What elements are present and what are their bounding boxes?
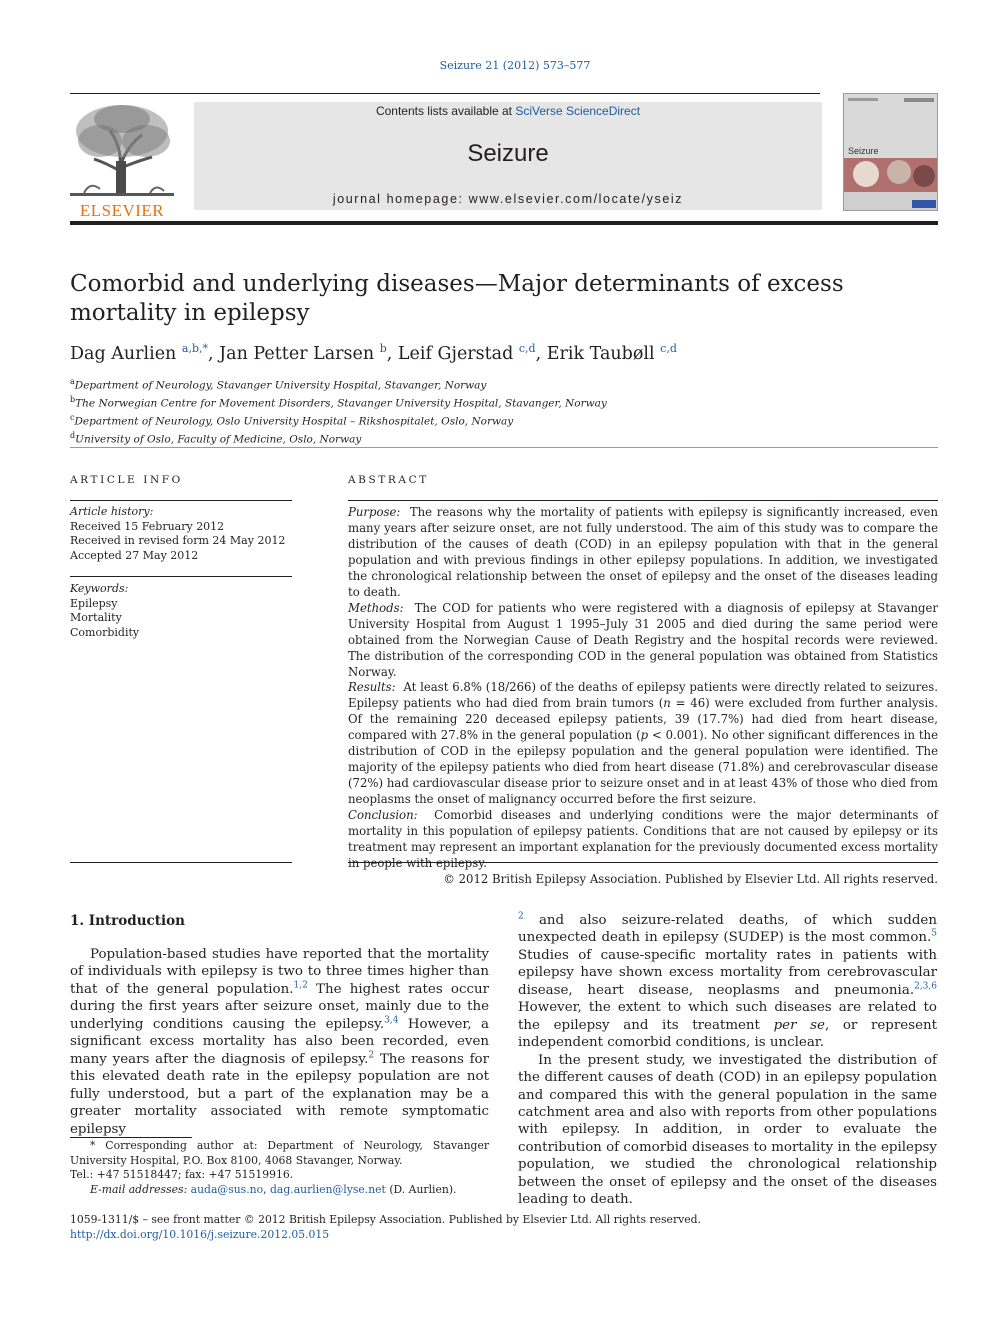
author-list: Dag Aurlien $^{a,b,*}$, Jan Petter Larsen $^b$, Leif Gjerstad $^{c,d}$, Erik Taubøll $^{c,d}$ — [70, 342, 677, 364]
keywords-block — [70, 582, 292, 640]
author-affiliation-sup[interactable]: c,d — [518, 342, 536, 355]
article-info-rule — [70, 500, 292, 501]
author-name: Leif Gjerstad — [397, 343, 514, 364]
intro-paragraph-1-continued: $^2$ and also seizure-related deaths, of which sudden unexpected death in epilepsy (SUDEP) is the most common.$^5$ Studies of cause-specific mortality rates in patients with epilepsy have shown excess mortality from cerebrovascular disease, heart disease, neoplasms and pneumonia.$^{2,3,6}$ However, the extent to which such diseases are related to the epilepsy and its treatment per se, or represent independent comorbid conditions, is unclear. — [518, 911, 937, 1051]
reference-link[interactable]: 3,4 — [384, 1015, 399, 1026]
abstract-conclusion: Conclusion: Comorbid diseases and underlying conditions were the major determinants of mortality in this population of epilepsy patients. Conditions that are not caused by epilepsy or its treatment may represent an important explanation for the previously documented excess mortality — [348, 808, 938, 855]
reference-link[interactable]: 2 — [368, 1050, 375, 1061]
contents-available — [194, 104, 822, 118]
affiliation-item: $^a$Department of Neurology, Stavanger University Hospital, Stavanger, Norway — [70, 377, 487, 392]
author-name: Jan Petter Larsen — [219, 343, 375, 364]
elsevier-wordmark: ELSEVIER — [79, 201, 165, 220]
doi-link[interactable]: http://dx.doi.org/10.1016/j.seizure.2012.05.015 — [70, 1228, 330, 1241]
footnote-rule — [70, 1137, 192, 1138]
journal-masthead — [194, 102, 822, 210]
keywords-label: Keywords: — [70, 582, 129, 595]
author-name: Erik Taubøll — [546, 343, 655, 364]
revised-date: Received in revised form 24 May 2012 — [70, 534, 286, 547]
body-column-right — [518, 912, 937, 1209]
history-label: Article history: — [70, 505, 154, 518]
abstract-body — [348, 505, 938, 888]
affiliation-item: $^c$Department of Neurology, Oslo University Hospital – Rikshospitalet, Oslo, Norway — [70, 412, 514, 428]
keyword-item: Comorbidity — [70, 625, 140, 639]
header-bottom-rule — [70, 221, 938, 225]
abstract-copyright: © 2012 British Epilepsy Association. Published by Elsevier Ltd. All rights reserved. — [443, 871, 938, 886]
email-link[interactable]: dag.aurlien@lyse.net — [270, 1182, 386, 1196]
author-affiliation-sup[interactable]: c,d — [660, 342, 677, 355]
keyword-item: Mortality — [70, 611, 122, 624]
elsevier-tree-icon — [70, 101, 174, 199]
received-date: Received 15 February 2012 — [70, 519, 225, 533]
corresponding-author-footnote — [70, 1139, 489, 1197]
issn-line: 1059-1311/$ – see front matter © 2012 British Epilepsy Association. Published by Elsevier Ltd. All rights reserved. — [70, 1213, 701, 1226]
affiliation-item: $^b$The Norwegian Centre for Movement Disorders, Stavanger University Hospital, Stavanger, Norway — [70, 394, 607, 410]
reference-link[interactable]: 5 — [931, 928, 937, 939]
page-footer — [70, 1212, 870, 1242]
footnote-phone: Tel.: +47 51518447; fax: +47 51519916. — [70, 1168, 294, 1181]
journal-homepage[interactable]: journal homepage: www.elsevier.com/locate/yseiz — [332, 192, 684, 206]
article-info-bottom-rule — [70, 862, 292, 863]
article-info-heading: ARTICLE INFO — [70, 474, 183, 486]
abstract-bottom-rule — [348, 862, 938, 863]
intro-paragraph-2: In the present study, we investigated the distribution of the different causes of death (COD) in an epilepsy population and compared this with the general population in the same catchment area and also with reports from other populations with epilepsy. In addition, in order to evaluate the contribution of comorbid diseases to mortality in the epilepsy population, we studied the chronological relationship between the onset of epilepsy and the onset of the diseases leading to death. — [518, 1052, 937, 1208]
cover-journal-name: Seizure — [848, 146, 879, 156]
reference-link[interactable]: 1,2 — [293, 980, 308, 991]
body-column-left — [70, 946, 489, 1138]
accepted-date: Accepted 27 May 2012 — [70, 548, 199, 562]
introduction-heading: 1. Introduction — [70, 913, 185, 929]
author-name: Dag Aurlien — [70, 343, 177, 364]
footnote-email: E-mail addresses: auda@sus.no, dag.aurlien@lyse.net (D. Aurlien). — [90, 1182, 457, 1196]
abstract-results: Results: At least 6.8% (18/266) of the deaths of epilepsy patients were directly related to seizures. Epilepsy patients who had died from brain tumors (n = 46) were excluded from further analysis. Of the remaining 220 deceased epilepsy patients, 39 (17.7%) had died from heart disease, compared with 27.8% in the general population (p < 0.001). No other significant differences in the distribution of COD in the epilepsy population and the general population were identified. The majority of the epilepsy patients who died from heart disease (71.8%) and cerebrovascular disease (72%) had cardiovascular disease prior to seizure onset and in at least 43% of those who died from neoplasms the onset of malignancy occurred before the first seizure. — [348, 680, 938, 807]
abstract-rule — [348, 500, 938, 501]
email-link[interactable]: auda@sus.no — [190, 1182, 264, 1196]
affiliation-divider — [70, 447, 938, 448]
keywords-rule — [70, 576, 292, 577]
contents-prefix: Contents lists available at — [375, 104, 516, 118]
abstract-purpose: Purpose: The reasons why the mortality of patients with epilepsy is significantly increased, even many years after seizure onset, are not fully understood. The aim of this study was to compare the distribution of the causes of death (COD) in an epilepsy population with that in the general population and with previous findings in other epilepsy populations. In addition, we investigated the chronological relationship between the onset of epilepsy and the onset of the diseases leading to death. — [348, 505, 938, 599]
elsevier-logo[interactable] — [70, 101, 174, 220]
abstract-heading: ABSTRACT — [348, 474, 429, 486]
header-top-rule — [70, 93, 820, 94]
affiliation-item: $^d$University of Oslo, Faculty of Medicine, Oslo, Norway — [70, 430, 362, 446]
footnote-corresponding: * Corresponding author at: Department of Neurology, Stavanger University Hospital, P.O. Box 8100, 4068 Stavanger, Norway. — [70, 1139, 489, 1167]
affiliation-list — [70, 375, 870, 447]
article-title: Comorbid and underlying diseases—Major determinants of excess mortality in epilepsy — [70, 271, 844, 326]
journal-header — [70, 93, 938, 223]
sciencedirect-link[interactable]: SciVerse ScienceDirect — [515, 104, 641, 118]
abstract-methods: Methods: The COD for patients who were registered with a diagnosis of epilepsy at Stavanger University Hospital from August 1 1995–July 31 2005 and died during the same period were obtained from the Norwegian Cause of Death Registry and the hospital records were reviewed. The distribution of the corresponding COD in the general population was obtained from Statistics Norway. — [348, 600, 938, 679]
author-affiliation-sup[interactable]: a,b,* — [181, 342, 208, 355]
reference-link[interactable]: 2,3,6 — [914, 981, 937, 992]
journal-citation[interactable]: Seizure 21 (2012) 573–577 — [439, 59, 591, 72]
article-history — [70, 505, 292, 563]
journal-name: Seizure — [467, 140, 549, 167]
reference-link[interactable]: 2 — [518, 911, 524, 922]
keyword-item: Epilepsy — [70, 596, 118, 610]
intro-paragraph-1: Population-based studies have reported that the mortality of individuals with epilepsy is two to three times higher than that of the general population.$^{1,2}$ The highest rates occur during the first years after seizure onset, mainly due to the underlying conditions causing the epilepsy.$^{3,4}$ However, a significant excess mortality has also been recorded, even many years after the diagnosis of epilepsy.$^2$ The reasons for this elevated death rate in the epilepsy population are not fully understood, but a part of the explanation may be a greater mortality associated with remote symptomatic epilepsy — [70, 947, 489, 1137]
author-affiliation-sup[interactable]: b — [379, 342, 387, 355]
journal-cover-thumbnail[interactable] — [843, 93, 938, 211]
